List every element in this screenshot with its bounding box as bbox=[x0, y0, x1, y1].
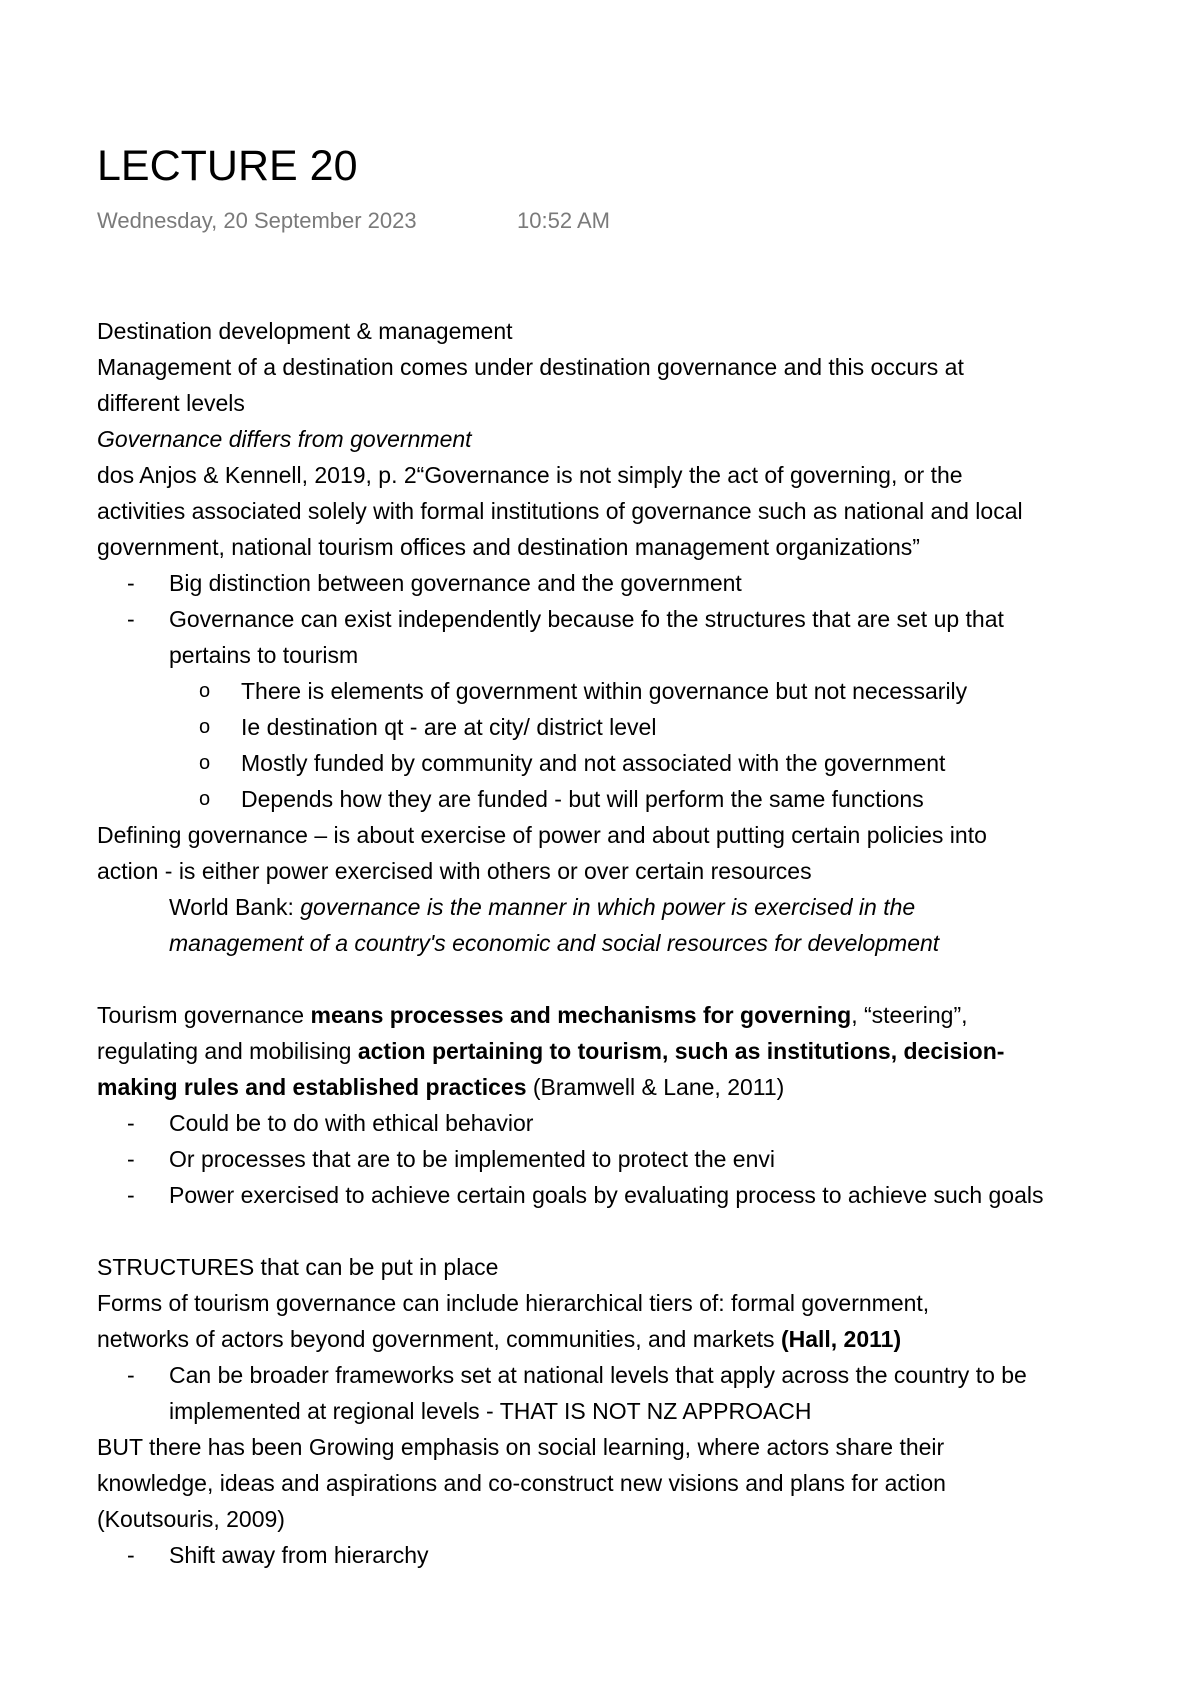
note-body bbox=[97, 313, 1187, 1573]
sub-bullet-text: Ie destination qt - are at city/ district level bbox=[241, 714, 657, 740]
bullet-item bbox=[97, 565, 1187, 601]
note-line bbox=[97, 421, 1187, 457]
blank-line bbox=[97, 1213, 1187, 1249]
page-title: LECTURE 20 bbox=[97, 142, 358, 190]
note-line: government, national tourism offices and destination management organizations” bbox=[97, 534, 920, 560]
note-line bbox=[97, 1069, 1187, 1105]
note-line: STRUCTURES that can be put in place bbox=[97, 1254, 499, 1280]
text-run: Tourism governance bbox=[97, 1002, 311, 1028]
note-line: dos Anjos & Kennell, 2019, p. 2“Governance is not simply the act of governing, or the bbox=[97, 462, 963, 488]
bullet-item bbox=[97, 601, 1187, 637]
bullet-item bbox=[97, 1177, 1187, 1213]
text-run: (Bramwell & Lane, 2011) bbox=[526, 1074, 785, 1100]
sub-bullet-item bbox=[97, 781, 1187, 817]
bullet-text: Shift away from hierarchy bbox=[169, 1542, 429, 1568]
quote-source: World Bank: bbox=[169, 894, 301, 920]
note-line: (Koutsouris, 2009) bbox=[97, 1506, 285, 1532]
bullet-continuation: pertains to tourism bbox=[169, 642, 359, 668]
text-run: networks of actors beyond government, communities, and markets bbox=[97, 1326, 781, 1352]
circle-marker: o bbox=[199, 680, 211, 702]
note-line: Management of a destination comes under destination governance and this occurs at bbox=[97, 354, 964, 380]
bullet-item bbox=[97, 1141, 1187, 1177]
page-metadata bbox=[97, 206, 610, 236]
dash-marker: - bbox=[127, 1182, 135, 1208]
quote-text: management of a country's economic and social resources for development bbox=[169, 930, 940, 956]
circle-marker: o bbox=[199, 788, 211, 810]
note-line: activities associated solely with formal institutions of governance such as national and local bbox=[97, 498, 1023, 524]
bullet-item bbox=[97, 1357, 1187, 1393]
bullet-text: Big distinction between governance and the government bbox=[169, 570, 742, 596]
bullet-item bbox=[97, 1105, 1187, 1141]
sub-bullet-item bbox=[97, 673, 1187, 709]
dash-marker: - bbox=[127, 1146, 135, 1172]
note-line bbox=[97, 1321, 1187, 1357]
blank-line bbox=[97, 961, 1187, 997]
sub-bullet-text: Mostly funded by community and not associated with the government bbox=[241, 750, 946, 776]
italic-heading: Governance differs from government bbox=[97, 426, 472, 452]
dash-marker: - bbox=[127, 1542, 135, 1568]
sub-bullet-text: Depends how they are funded - but will perform the same functions bbox=[241, 786, 924, 812]
note-line: Defining governance – is about exercise of power and about putting certain policies into bbox=[97, 822, 987, 848]
sub-bullet-item bbox=[97, 745, 1187, 781]
bullet-item bbox=[97, 1537, 1187, 1573]
bullet-text: Can be broader frameworks set at national levels that apply across the country to be bbox=[169, 1362, 1027, 1388]
world-bank-quote bbox=[97, 925, 1187, 961]
bold-run: means processes and mechanisms for governing bbox=[310, 1002, 852, 1028]
dash-marker: - bbox=[127, 570, 135, 596]
bullet-continuation: implemented at regional levels - THAT IS NOT NZ APPROACH bbox=[169, 1398, 812, 1424]
sub-bullet-item bbox=[97, 709, 1187, 745]
note-line: Forms of tourism governance can include hierarchical tiers of: formal government, bbox=[97, 1290, 930, 1316]
dash-marker: - bbox=[127, 1362, 135, 1388]
sub-bullet-text: There is elements of government within governance but not necessarily bbox=[241, 678, 968, 704]
page-date: Wednesday, 20 September 2023 bbox=[97, 208, 417, 233]
bold-run: making rules and established practices bbox=[97, 1074, 527, 1100]
note-line: knowledge, ideas and aspirations and co-construct new visions and plans for action bbox=[97, 1470, 946, 1496]
world-bank-quote bbox=[97, 889, 1187, 925]
bold-run: (Hall, 2011) bbox=[780, 1326, 902, 1352]
circle-marker: o bbox=[199, 752, 211, 774]
text-run: , “steering”, bbox=[851, 1002, 968, 1028]
note-line bbox=[97, 997, 1187, 1033]
bullet-text: Could be to do with ethical behavior bbox=[169, 1110, 534, 1136]
bullet-text: Or processes that are to be implemented to protect the envi bbox=[169, 1146, 775, 1172]
text-run: regulating and mobilising bbox=[97, 1038, 358, 1064]
dash-marker: - bbox=[127, 606, 135, 632]
note-line: different levels bbox=[97, 390, 245, 416]
page-time: 10:52 AM bbox=[517, 208, 610, 233]
note-line: action - is either power exercised with others or over certain resources bbox=[97, 858, 812, 884]
note-line: BUT there has been Growing emphasis on social learning, where actors share their bbox=[97, 1434, 945, 1460]
note-line bbox=[97, 1033, 1187, 1069]
circle-marker: o bbox=[199, 716, 211, 738]
bullet-text: Power exercised to achieve certain goals by evaluating process to achieve such goals bbox=[169, 1182, 1044, 1208]
quote-text: governance is the manner in which power is exercised in the bbox=[300, 894, 916, 920]
note-line: Destination development & management bbox=[97, 318, 513, 344]
bullet-text: Governance can exist independently because fo the structures that are set up that bbox=[169, 606, 1004, 632]
dash-marker: - bbox=[127, 1110, 135, 1136]
bold-run: action pertaining to tourism, such as institutions, decision- bbox=[357, 1038, 1005, 1064]
